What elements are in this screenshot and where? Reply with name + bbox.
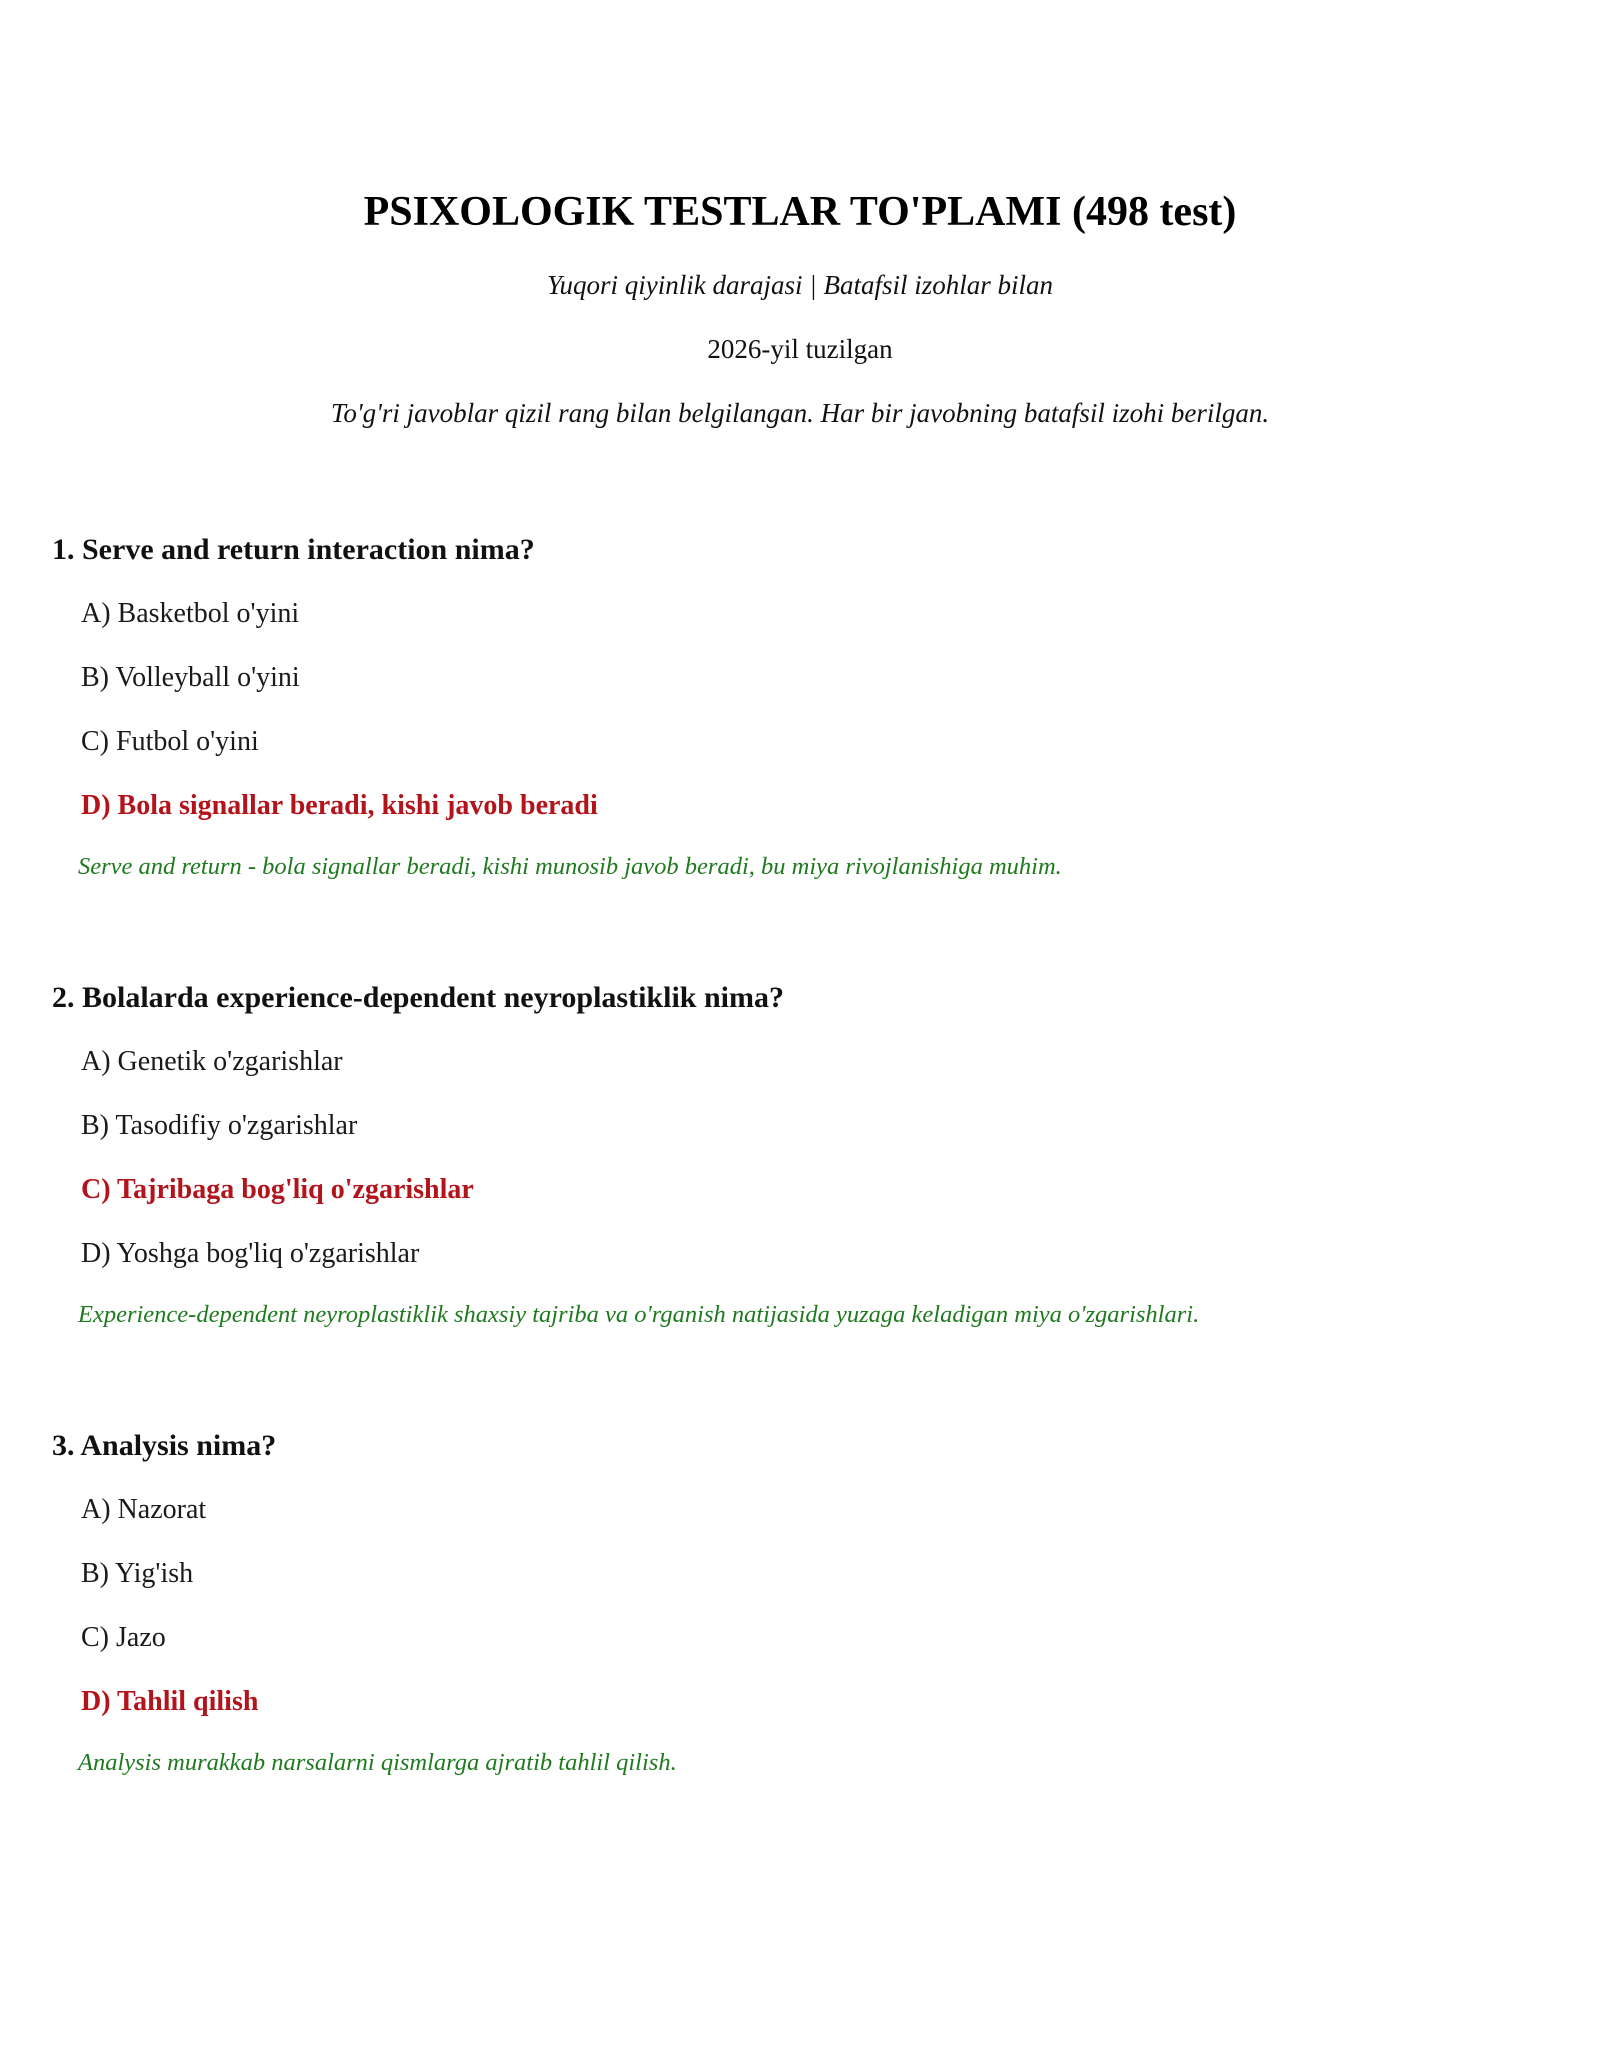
document-title: PSIXOLOGIK TESTLAR TO'PLAMI (498 test) (363, 189, 1237, 235)
document-subtitle: Yuqori qiyinlik darajasi | Batafsil izohlar bilan (547, 270, 1053, 300)
answer-option-c: C) Jazo (81, 1622, 166, 1653)
question-heading: 3. Analysis nima? (52, 1429, 277, 1462)
answer-option-a: A) Genetik o'zgarishlar (81, 1046, 343, 1077)
document-year-line: 2026-yil tuzilgan (707, 334, 893, 364)
question-2 (52, 978, 1552, 1332)
answer-explanation: Experience-dependent neyroplastiklik shaxsiy tajriba va o'rganish natijasida yuzaga keladigan miya o'zgarishlari. (78, 1301, 1200, 1328)
question-heading: 2. Bolalarda experience-dependent neyroplastiklik nima? (52, 981, 784, 1014)
correct-answer-option-d: D) Bola signallar beradi, kishi javob beradi (81, 790, 598, 821)
answer-option-b: B) Yig'ish (81, 1558, 194, 1589)
correct-answer-option-d: D) Tahlil qilish (81, 1686, 259, 1717)
answer-option-a: A) Nazorat (81, 1494, 207, 1525)
question-3 (52, 1426, 1552, 1780)
answer-explanation: Analysis murakkab narsalarni qismlarga ajratib tahlil qilish. (78, 1749, 677, 1776)
answer-option-b: B) Volleyball o'yini (81, 662, 300, 693)
document-note: To'g'ri javoblar qizil rang bilan belgilangan. Har bir javobning batafsil izohi berilgan. (330, 398, 1270, 428)
answer-option-a: A) Basketbol o'yini (81, 598, 300, 629)
answer-explanation: Serve and return - bola signallar beradi, kishi munosib javob beradi, bu miya rivojlanishiga muhim. (78, 853, 1062, 880)
correct-answer-option-c: C) Tajribaga bog'liq o'zgarishlar (81, 1174, 474, 1205)
question-heading: 1. Serve and return interaction nima? (52, 533, 535, 566)
answer-option-c: C) Futbol o'yini (81, 726, 259, 757)
question-1 (52, 530, 1552, 884)
answer-option-d: D) Yoshga bog'liq o'zgarishlar (81, 1238, 420, 1269)
answer-option-b: B) Tasodifiy o'zgarishlar (81, 1110, 358, 1141)
